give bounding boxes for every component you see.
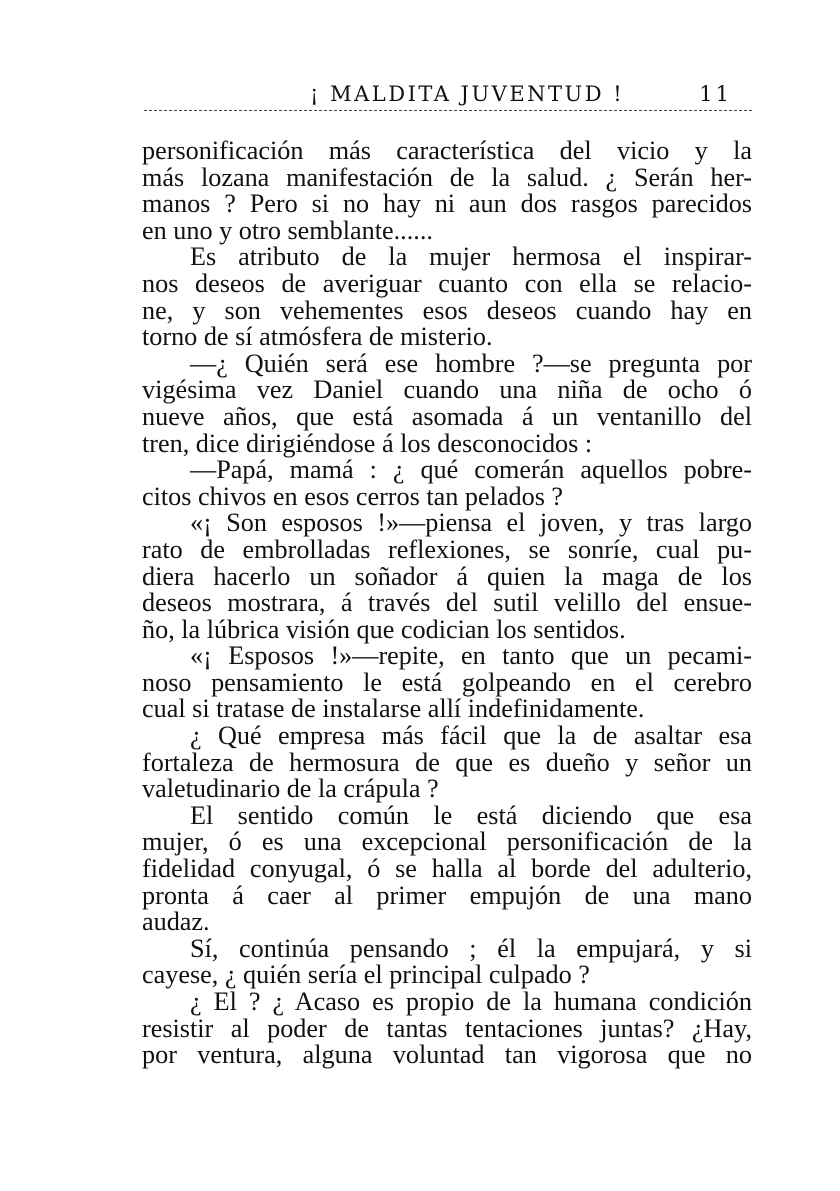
text-line: tren, dice dirigiéndose á los desconocidos :: [142, 428, 593, 458]
text-line: cayese, ¿ quién sería el principal culpado ?: [142, 960, 590, 990]
text-line: pronta á caer al primer empujón de una mano: [142, 880, 752, 910]
text-line: Es atributo de la mujer hermosa el inspirar-: [190, 242, 752, 272]
text-line: personificación más característica del vicio y la: [142, 136, 752, 165]
text-line: mujer, ó es una excepcional personificación de la: [142, 827, 752, 857]
header-rule: [144, 110, 752, 111]
text-line: citos chivos en esos cerros tan pelados ?: [142, 481, 564, 511]
page-number: 11: [699, 82, 732, 106]
text-line: noso pensamiento le está golpeando en el cerebro: [142, 667, 752, 697]
running-title: ¡ MALDITA JUVENTUD !: [310, 82, 625, 106]
text-line: diera hacerlo un soñador á quien la maga de los: [142, 561, 752, 591]
text-line: Sí, continúa pensando ; él la empujará, y si: [190, 933, 752, 963]
text-line: valetudinario de la crápula ?: [142, 774, 439, 804]
text-line: cual si tratase de instalarse allí indefinidamente.: [142, 694, 645, 724]
text-line: vigésima vez Daniel cuando una niña de ocho ó: [142, 375, 752, 405]
text-line: El sentido común le está diciendo que esa: [190, 800, 752, 830]
text-line: «¡ Esposos !»—repite, en tanto que un pecami-: [190, 641, 752, 671]
text-line: manos ? Pero si no hay ni aun dos rasgos parecidos: [142, 189, 752, 219]
text-line: rato de embrolladas reflexiones, se sonríe, cual pu-: [142, 534, 752, 564]
text-line: fortaleza de hermosura de que es dueño y señor un: [142, 747, 752, 777]
text-line: ño, la lúbrica visión que codician los sentidos.: [142, 614, 626, 644]
text-line: por ventura, alguna voluntad tan vigorosa que no: [142, 1040, 752, 1070]
text-line: —Papá, mamá : ¿ qué comerán aquellos pobre-: [190, 455, 752, 485]
text-line: fidelidad conyugal, ó se halla al borde del adulterio,: [142, 854, 752, 884]
text-line: nueve años, que está asomada á un ventanillo del: [142, 401, 752, 431]
running-head: [140, 74, 752, 114]
text-line: deseos mostrara, á través del sutil velillo del ensue-: [142, 588, 752, 618]
text-line: nos deseos de averiguar cuanto con ella se relacio-: [142, 268, 752, 298]
text-line: ¿ Qué empresa más fácil que la de asaltar esa: [190, 721, 752, 751]
body-text: [142, 138, 752, 1069]
text-line: resistir al poder de tantas tentaciones juntas? ¿Hay,: [142, 1013, 752, 1043]
text-line: ne, y son vehementes esos deseos cuando hay en: [142, 295, 752, 325]
text-line: —¿ Quién será ese hombre ?—se pregunta por: [190, 348, 752, 378]
text-line: en uno y otro semblante......: [142, 215, 433, 245]
text-line: torno de sí atmósfera de misterio.: [142, 322, 493, 352]
text-line: audaz.: [142, 907, 210, 937]
text-line: «¡ Son esposos !»—piensa el joven, y tras largo: [190, 508, 752, 538]
text-line: ¿ El ? ¿ Acaso es propio de la humana condición: [190, 987, 752, 1016]
text-line: más lozana manifestación de la salud. ¿ Serán her-: [142, 162, 752, 192]
